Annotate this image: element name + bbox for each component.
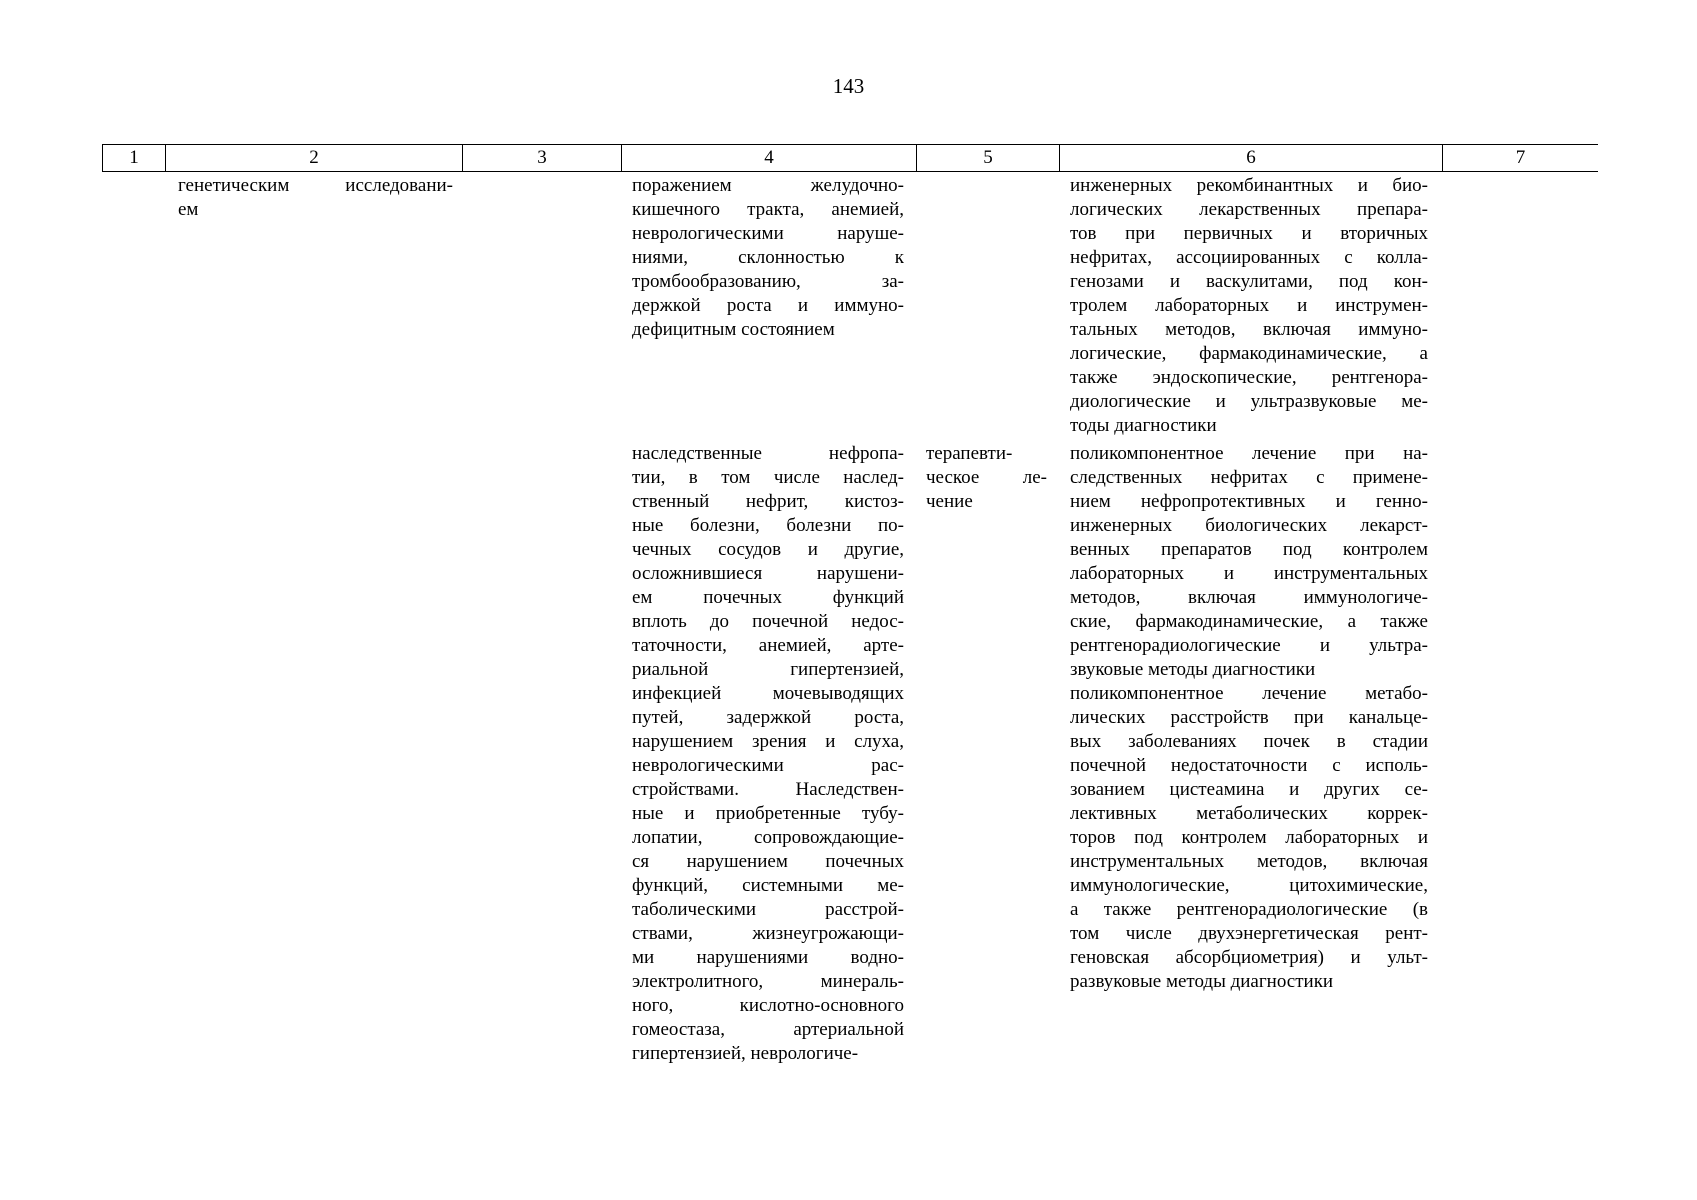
page-number: 143 (832, 74, 865, 98)
row2-col4-text (632, 442, 904, 1066)
row1-col2-paragraph: генетическим исследовани- ем (178, 175, 453, 220)
column-header-5: 5 (916, 145, 1059, 171)
column-header-7: 7 (1442, 145, 1598, 171)
table-header-row (102, 144, 1598, 172)
row2-col6-text (1070, 442, 1428, 994)
row1-col4-paragraph: поражением желудочно- кишечного тракта, анемией, неврологическими наруше- ниями, склонностью к тромбообразованию, за- держкой роста и иммуно- дефицитным состоянием (632, 175, 904, 340)
column-header-1: 1 (102, 145, 165, 171)
row1-col4-text (632, 174, 904, 342)
column-header-2: 2 (165, 145, 462, 171)
row1-col6-text (1070, 174, 1428, 438)
column-header-3: 3 (462, 145, 621, 171)
row2-col6a-paragraph: поликомпонентное лечение при на- следственных нефритах с примене- нием нефропротективных и генно- инженерных биологических лекарст- венных препаратов под контролем лабораторных и инструментальных методов, включая иммунологиче- ские, фармакодинамические, а также рентгенорадиологические и ультра- звуковые методы диагностики (1070, 443, 1428, 680)
row1-col2-text (178, 174, 453, 222)
row1-col6-paragraph: инженерных рекомбинантных и био- логических лекарственных препара- тов при первичных и вторичных нефритах, ассоциированных с колла- генозами и васкулитами, под кон- тролем лабораторных и инструмен- тальных методов, включая иммуно- логические, фармакодинамические, а также эндоскопические, рентгенора- диологические и ультразвуковые ме- тоды диагностики (1070, 175, 1428, 436)
row2-col5-text (926, 442, 1047, 514)
column-header-4: 4 (621, 145, 916, 171)
row2-col4-paragraph: наследственные нефропа- тии, в том числе наслед- ственный нефрит, кистоз- ные болезни, болезни по- чечных сосудов и другие, осложнившиеся нарушени- ем почечных функций вплоть до почечной недос- таточности, анемией, арте- риальной гипертензией, инфекцией мочевыводящих путей, задержкой роста, нарушением зрения и слуха, неврологическими рас- стройствами. Наследствен- ные и приобретенные тубу- лопатии, сопровождающие- ся нарушением почечных функций, системными ме- таболическими расстрой- ствами, жизнеугрожающи- ми нарушениями водно- электролитного, минераль- ного, кислотно-основного гомеостаза, артериальной гипертензией, неврологиче- (632, 443, 904, 1064)
column-header-6: 6 (1059, 145, 1442, 171)
row2-col5-paragraph: терапевти- ческое ле- чение (926, 443, 1047, 512)
row2-col6b-paragraph: поликомпонентное лечение метабо- лических расстройств при канальце- вых заболеваниях почек в стадии почечной недостаточности с исполь- зованием цистеамина и других се- лективных метаболических коррек- торов под контролем лабораторных и инструментальных методов, включая иммунологические, цитохимические, а также рентгенорадиологические (в том числе двухэнергетическая рент- геновская абсорбциометрия) и ульт- развуковые методы диагностики (1070, 683, 1428, 992)
